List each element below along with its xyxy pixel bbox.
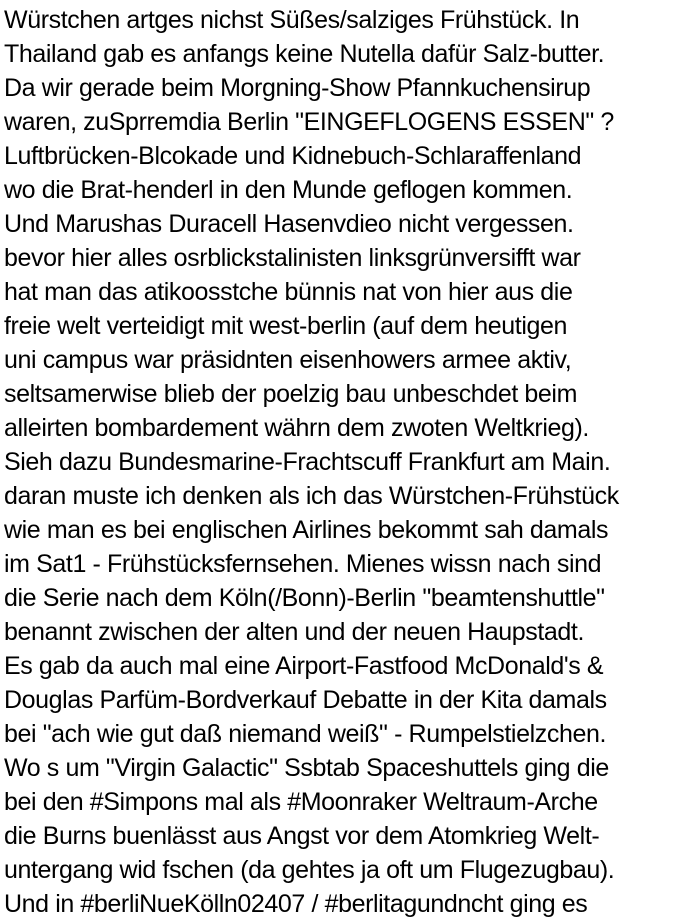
text-line: die Burns buenlässt aus Angst vor dem Atomkrieg Welt- [4, 822, 600, 850]
text-line: Da wir gerade beim Morgning-Show Pfannkuchensirup [4, 74, 591, 102]
text-line: bevor hier alles osrblickstalinisten linksgrünversifft war [4, 244, 581, 272]
text-line: hat man das atikoosstche bünnis nat von hier aus die [4, 278, 573, 306]
text-line: seltsamerwise blieb der poelzig bau unbeschdet beim [4, 380, 577, 408]
text-line: Und Marushas Duracell Hasenvdieo nicht vergessen. [4, 210, 574, 238]
text-line: alleirten bombardement währn dem zwoten Weltkrieg). [4, 414, 589, 442]
text-line: bei "ach wie gut daß niemand weiß" - Rumpelstielzchen. [4, 720, 606, 748]
text-line: Wo s um "Virgin Galactic" Ssbtab Spaceshuttels ging die [4, 754, 609, 782]
text-line: Es gab da auch mal eine Airport-Fastfood McDonald's & [4, 652, 604, 680]
text-line: Douglas Parfüm-Bordverkauf Debatte in der Kita damals [4, 686, 607, 714]
text-line: bei den #Simpons mal als #Moonraker Weltraum-Arche [4, 788, 598, 816]
text-line: Thailand gab es anfangs keine Nutella dafür Salz-butter. [4, 40, 605, 68]
text-line: Luftbrücken-Blcokade und Kidnebuch-Schlaraffenland [4, 142, 582, 170]
text-line: waren, zuSprremdia Berlin "EINGEFLOGENS ESSEN" ? [4, 108, 614, 136]
text-line: daran muste ich denken als ich das Würstchen-Frühstück [4, 482, 619, 510]
text-line: Sieh dazu Bundesmarine-Frachtscuff Frankfurt am Main. [4, 448, 611, 476]
text-line: freie welt verteidigt mit west-berlin (auf dem heutigen [4, 312, 567, 340]
text-line: wie man es bei englischen Airlines bekommt sah damals [4, 516, 609, 544]
text-line: uni campus war präsidnten eisenhowers armee aktiv, [4, 346, 572, 374]
text-content [4, 3, 684, 920]
text-line: Und in #berliNueKölln02407 / #berlitagundncht ging es [4, 890, 588, 918]
text-line: untergang wid fschen (da gehtes ja oft um Flugezugbau). [4, 856, 615, 884]
text-line: benannt zwischen der alten und der neuen Haupstadt. [4, 618, 585, 646]
text-line: im Sat1 - Frühstücksfernsehen. Mienes wissn nach sind [4, 550, 602, 578]
text-line: Würstchen artges nichst Süßes/salziges Frühstück. In [4, 6, 580, 34]
text-line: wo die Brat-henderl in den Munde geflogen kommen. [4, 176, 573, 204]
text-line: die Serie nach dem Köln(/Bonn)-Berlin "beamtenshuttle" [4, 584, 605, 612]
